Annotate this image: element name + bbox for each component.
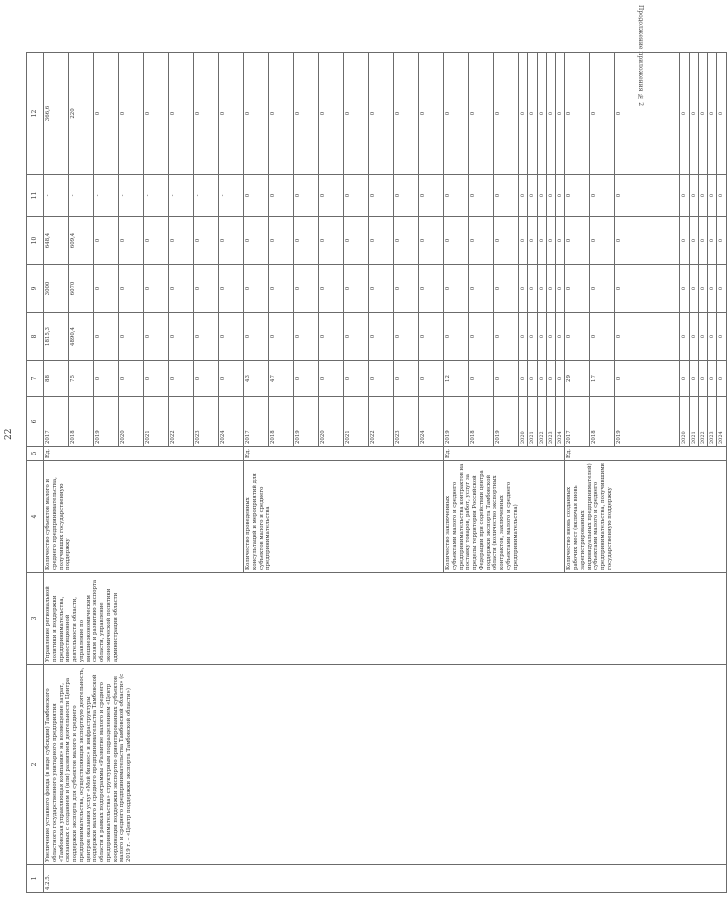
value-cell: 0: [494, 265, 519, 313]
value-cell: 0: [708, 313, 717, 361]
value-cell: 0: [344, 313, 369, 361]
value-cell: 0: [344, 361, 369, 397]
table-row: [44, 53, 69, 893]
program-table: [26, 52, 727, 893]
value-cell: 47: [269, 361, 294, 397]
value-cell: 0: [469, 53, 494, 175]
value-cell: 0: [680, 175, 689, 217]
value-cell: 0: [698, 217, 707, 265]
column-number: 6: [27, 397, 44, 447]
value-cell: 0: [537, 53, 546, 175]
value-cell: 0: [717, 217, 726, 265]
value-cell: 0: [469, 265, 494, 313]
year-cell: 2023: [546, 397, 555, 447]
value-cell: 0: [394, 175, 419, 217]
value-cell: 0: [615, 217, 680, 265]
value-cell: 0: [194, 265, 219, 313]
measure-description: Увеличение уставного фонда (в виде субсидии) Тамбовского областного государственного унитарного предприятия «Тамбовская управляющая компания» на возмещение затрат, связанных с созданием и (или) развитием деятельности Центра поддержки экспорта для субъектов малого и среднего предпринимательства, осуществляющих экспортную деятельность, центров оказания услуг «Мой бизнес» и инфраструктуры поддержки малого и среднего предпринимательства Тамбовской области в рамках подпрограммы «Развитие малого и среднего предпринимательства» структурным подразделением «Центр координации поддержки экспортно ориентированных субъектов малого и среднего предпринимательства Тамбовской области» (с 2019 г. – «Центр поддержки экспорта Тамбовской области»): [44, 665, 727, 865]
value-cell: 0: [615, 53, 680, 175]
value-cell: 0: [528, 265, 537, 313]
value-cell: 0: [444, 175, 469, 217]
value-cell: 0: [219, 361, 244, 397]
value-cell: 0: [319, 265, 344, 313]
indicator-name: Количество заключенных субъектами малого и среднего предпринимательства контрактов на поставку товаров, работ, услуг за пределы территории Российской Федерации при содействии центра поддержки экспорта Тамбовской области (количество экспортных контрактов, заключенных субъектами малого и среднего предпринимательства): [444, 461, 565, 573]
value-cell: 0: [689, 361, 698, 397]
value-cell: 0: [590, 175, 615, 217]
value-cell: 0: [294, 361, 319, 397]
column-number: 8: [27, 313, 44, 361]
value-cell: 0: [528, 361, 537, 397]
value-cell: 0: [494, 313, 519, 361]
value-cell: 0: [119, 361, 144, 397]
year-cell: 2017: [44, 397, 69, 447]
value-cell: 0: [419, 53, 444, 175]
year-cell: 2018: [269, 397, 294, 447]
value-cell: 0: [708, 53, 717, 175]
value-cell: 0: [419, 313, 444, 361]
value-cell: 0: [294, 175, 319, 217]
value-cell: 0: [219, 217, 244, 265]
indicator-unit: Ед.: [565, 447, 726, 461]
column-number: 11: [27, 175, 44, 217]
value-cell: 0: [546, 313, 555, 361]
value-cell: 0: [590, 217, 615, 265]
value-cell: 1815,3: [44, 313, 69, 361]
year-cell: 2021: [528, 397, 537, 447]
value-cell: 0: [519, 53, 528, 175]
value-cell: 0: [344, 175, 369, 217]
value-cell: 0: [319, 313, 344, 361]
year-cell: 2022: [369, 397, 394, 447]
value-cell: 0: [546, 53, 555, 175]
value-cell: 0: [94, 53, 119, 175]
value-cell: 0: [528, 175, 537, 217]
year-cell: 2018: [69, 397, 94, 447]
value-cell: 0: [708, 175, 717, 217]
year-cell: 2019: [615, 397, 680, 447]
indicator-name: Количество вновь созданных рабочих мест (включая вновь зарегистрированных индивидуальных предпринимателей) субъектами малого и среднего предпринимательства, получившими государственную поддержку: [565, 461, 726, 573]
value-cell: 6070: [69, 265, 94, 313]
value-cell: 0: [680, 361, 689, 397]
value-cell: 0: [444, 217, 469, 265]
value-cell: 0: [519, 217, 528, 265]
value-cell: 0: [369, 313, 394, 361]
value-cell: 0: [546, 217, 555, 265]
column-number: 3: [27, 573, 44, 665]
value-cell: 0: [717, 265, 726, 313]
year-cell: 2024: [219, 397, 244, 447]
value-cell: 4890,4: [69, 313, 94, 361]
value-cell: 0: [717, 313, 726, 361]
value-cell: 609,4: [69, 217, 94, 265]
value-cell: 0: [565, 217, 590, 265]
value-cell: 0: [708, 361, 717, 397]
value-cell: 0: [194, 313, 219, 361]
value-cell: -: [69, 175, 94, 217]
year-cell: 2021: [144, 397, 169, 447]
value-cell: 0: [565, 265, 590, 313]
value-cell: 0: [680, 217, 689, 265]
value-cell: -: [194, 175, 219, 217]
indicator-name: Количество субъектов малого и среднего предпринимательства, получивших государственную поддержку: [44, 461, 244, 573]
value-cell: 0: [698, 361, 707, 397]
year-cell: 2021: [689, 397, 698, 447]
value-cell: -: [169, 175, 194, 217]
value-cell: 0: [615, 313, 680, 361]
year-cell: 2019: [94, 397, 119, 447]
value-cell: 0: [689, 265, 698, 313]
value-cell: 0: [615, 361, 680, 397]
value-cell: 0: [119, 313, 144, 361]
value-cell: 88: [44, 361, 69, 397]
value-cell: 0: [708, 217, 717, 265]
value-cell: 0: [269, 217, 294, 265]
value-cell: 0: [119, 53, 144, 175]
year-cell: 2022: [698, 397, 707, 447]
year-cell: 2020: [519, 397, 528, 447]
value-cell: 0: [144, 265, 169, 313]
value-cell: 43: [244, 361, 269, 397]
value-cell: 0: [698, 313, 707, 361]
value-cell: 0: [698, 53, 707, 175]
value-cell: 0: [689, 313, 698, 361]
year-cell: 2019: [494, 397, 519, 447]
value-cell: 0: [689, 53, 698, 175]
value-cell: 0: [717, 361, 726, 397]
year-cell: 2024: [717, 397, 726, 447]
year-cell: 2017: [244, 397, 269, 447]
column-number: 2: [27, 665, 44, 865]
value-cell: 0: [369, 175, 394, 217]
value-cell: 0: [169, 53, 194, 175]
year-cell: 2023: [708, 397, 717, 447]
value-cell: 0: [528, 53, 537, 175]
value-cell: 0: [319, 217, 344, 265]
column-number: 1: [27, 865, 44, 893]
value-cell: 0: [344, 217, 369, 265]
value-cell: 0: [537, 217, 546, 265]
value-cell: 0: [169, 217, 194, 265]
indicator-unit: Ед.: [44, 447, 244, 461]
value-cell: 0: [394, 265, 419, 313]
value-cell: 0: [469, 361, 494, 397]
value-cell: 0: [369, 217, 394, 265]
value-cell: -: [219, 175, 244, 217]
value-cell: 0: [394, 217, 419, 265]
value-cell: 0: [494, 217, 519, 265]
indicator-unit: Ед.: [244, 447, 444, 461]
value-cell: 0: [144, 361, 169, 397]
value-cell: 0: [615, 265, 680, 313]
value-cell: 0: [556, 361, 565, 397]
value-cell: 0: [469, 217, 494, 265]
value-cell: 0: [244, 217, 269, 265]
value-cell: 0: [294, 53, 319, 175]
value-cell: 648,4: [44, 217, 69, 265]
value-cell: 0: [269, 175, 294, 217]
value-cell: 0: [394, 313, 419, 361]
value-cell: 0: [519, 175, 528, 217]
value-cell: 0: [244, 265, 269, 313]
rotated-table-area: [26, 103, 725, 893]
value-cell: 0: [294, 265, 319, 313]
value-cell: 0: [565, 175, 590, 217]
value-cell: 12: [444, 361, 469, 397]
value-cell: 0: [528, 217, 537, 265]
year-cell: 2019: [294, 397, 319, 447]
value-cell: -: [44, 175, 69, 217]
value-cell: 0: [394, 53, 419, 175]
value-cell: 0: [119, 217, 144, 265]
value-cell: 3000: [44, 265, 69, 313]
value-cell: 0: [519, 265, 528, 313]
value-cell: -: [119, 175, 144, 217]
value-cell: 0: [419, 217, 444, 265]
value-cell: 0: [269, 313, 294, 361]
value-cell: 0: [94, 313, 119, 361]
value-cell: 0: [494, 361, 519, 397]
value-cell: 0: [219, 265, 244, 313]
table-body: [27, 53, 727, 893]
value-cell: 0: [556, 175, 565, 217]
value-cell: 0: [556, 313, 565, 361]
year-cell: 2022: [537, 397, 546, 447]
value-cell: 0: [344, 265, 369, 313]
row-id: 4.2.5.: [44, 865, 727, 893]
value-cell: 0: [565, 53, 590, 175]
value-cell: 0: [294, 313, 319, 361]
value-cell: 0: [556, 217, 565, 265]
value-cell: 0: [519, 313, 528, 361]
value-cell: 0: [169, 265, 194, 313]
value-cell: 0: [556, 53, 565, 175]
column-number: 12: [27, 53, 44, 175]
year-cell: 2018: [590, 397, 615, 447]
page-number: 22: [4, 428, 14, 440]
value-cell: 0: [537, 265, 546, 313]
value-cell: 0: [680, 53, 689, 175]
value-cell: 0: [537, 313, 546, 361]
value-cell: 0: [528, 313, 537, 361]
value-cell: 0: [319, 361, 344, 397]
value-cell: 0: [94, 217, 119, 265]
value-cell: 0: [590, 53, 615, 175]
value-cell: 0: [144, 217, 169, 265]
value-cell: 0: [344, 53, 369, 175]
value-cell: 0: [419, 361, 444, 397]
value-cell: 0: [194, 53, 219, 175]
value-cell: 0: [590, 265, 615, 313]
value-cell: 0: [144, 313, 169, 361]
value-cell: 0: [556, 265, 565, 313]
year-cell: 2019: [444, 397, 469, 447]
value-cell: 0: [319, 53, 344, 175]
value-cell: 0: [537, 175, 546, 217]
value-cell: 0: [615, 175, 680, 217]
value-cell: 0: [590, 313, 615, 361]
value-cell: 17: [590, 361, 615, 397]
value-cell: 0: [444, 53, 469, 175]
year-cell: 2020: [680, 397, 689, 447]
value-cell: 0: [419, 175, 444, 217]
value-cell: 0: [269, 265, 294, 313]
value-cell: -: [94, 175, 119, 217]
year-cell: 2024: [556, 397, 565, 447]
rotated-table-frame: [26, 103, 725, 893]
column-number: 9: [27, 265, 44, 313]
value-cell: 0: [565, 313, 590, 361]
value-cell: 0: [419, 265, 444, 313]
value-cell: 0: [708, 265, 717, 313]
column-number: 10: [27, 217, 44, 265]
year-cell: 2017: [565, 397, 590, 447]
header-row: [27, 53, 44, 893]
column-number: 7: [27, 361, 44, 397]
value-cell: 0: [169, 361, 194, 397]
continuation-note: Продолжение приложения № 2: [637, 5, 644, 107]
value-cell: 0: [244, 175, 269, 217]
value-cell: 0: [494, 175, 519, 217]
value-cell: 0: [244, 53, 269, 175]
value-cell: 0: [319, 175, 344, 217]
indicator-unit: Ед.: [444, 447, 565, 461]
value-cell: 0: [469, 313, 494, 361]
value-cell: 0: [689, 175, 698, 217]
value-cell: -: [144, 175, 169, 217]
value-cell: 0: [269, 53, 294, 175]
value-cell: 0: [94, 265, 119, 313]
value-cell: 0: [698, 175, 707, 217]
value-cell: 0: [219, 313, 244, 361]
column-number: 4: [27, 461, 44, 573]
value-cell: 0: [369, 265, 394, 313]
value-cell: 0: [94, 361, 119, 397]
value-cell: 75: [69, 361, 94, 397]
value-cell: 0: [194, 361, 219, 397]
value-cell: 0: [219, 53, 244, 175]
executor-cell: Управление региональной политики и поддержки предпринимательства, инвестиционной деятельности области, управление по внешнеэкономическим связям и развитию экспорта области, управление экономической политики администрации области: [44, 573, 727, 665]
value-cell: 0: [689, 217, 698, 265]
value-cell: 0: [144, 53, 169, 175]
value-cell: 0: [537, 361, 546, 397]
value-cell: 0: [546, 361, 555, 397]
year-cell: 2023: [394, 397, 419, 447]
value-cell: 366,6: [44, 53, 69, 175]
value-cell: 0: [469, 175, 494, 217]
value-cell: 0: [546, 265, 555, 313]
value-cell: 0: [369, 53, 394, 175]
value-cell: 0: [680, 265, 689, 313]
year-cell: 2024: [419, 397, 444, 447]
value-cell: 0: [119, 265, 144, 313]
value-cell: 0: [394, 361, 419, 397]
value-cell: 0: [369, 361, 394, 397]
value-cell: 0: [717, 53, 726, 175]
year-cell: 2021: [344, 397, 369, 447]
value-cell: 220: [69, 53, 94, 175]
value-cell: 0: [169, 313, 194, 361]
year-cell: 2022: [169, 397, 194, 447]
value-cell: 0: [717, 175, 726, 217]
value-cell: 0: [194, 217, 219, 265]
value-cell: 0: [494, 53, 519, 175]
value-cell: 0: [519, 361, 528, 397]
year-cell: 2018: [469, 397, 494, 447]
value-cell: 0: [546, 175, 555, 217]
indicator-name: Количество проведенных консультаций и мероприятий для субъектов малого и среднего предпринимательства: [244, 461, 444, 573]
value-cell: 0: [444, 313, 469, 361]
value-cell: 0: [698, 265, 707, 313]
column-number: 5: [27, 447, 44, 461]
year-cell: 2023: [194, 397, 219, 447]
value-cell: 0: [244, 313, 269, 361]
value-cell: 0: [680, 313, 689, 361]
value-cell: 0: [444, 265, 469, 313]
year-cell: 2020: [319, 397, 344, 447]
value-cell: 0: [294, 217, 319, 265]
value-cell: 29: [565, 361, 590, 397]
year-cell: 2020: [119, 397, 144, 447]
